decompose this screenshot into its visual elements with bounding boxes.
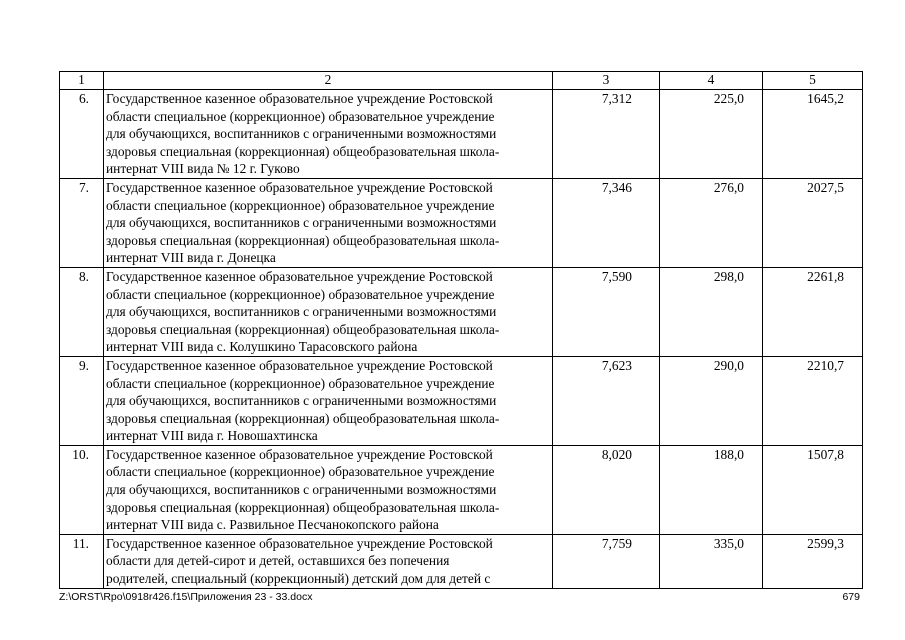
value-col3: 7,759 (553, 534, 660, 588)
institution-name: Государственное казенное образовательное учреждение Ростовской области специальное (коррекционное) образовательное учреждение для обучающихся, воспитанников с ограниченными возможностями здоровья специальная (коррекционная) общеобразовательная школа- интернат VIII вида г. Донецка (104, 178, 553, 267)
table-row (60, 356, 863, 445)
value-col4: 188,0 (660, 445, 763, 534)
table-row (60, 178, 863, 267)
row-number: 11. (60, 534, 104, 588)
row-number: 8. (60, 267, 104, 356)
institution-name: Государственное казенное образовательное учреждение Ростовской области специальное (коррекционное) образовательное учреждение для обучающихся, воспитанников с ограниченными возможностями здоровья специальная (коррекционная) общеобразовательная школа- интернат VIII вида г. Новошахтинска (104, 356, 553, 445)
footer-file-path: Z:\ORST\Rpo\0918r426.f15\Приложения 23 - 33.docx (59, 591, 313, 603)
row-number: 9. (60, 356, 104, 445)
value-col5: 2027,5 (763, 178, 863, 267)
value-col5: 2261,8 (763, 267, 863, 356)
value-col4: 298,0 (660, 267, 763, 356)
institution-name: Государственное казенное образовательное учреждение Ростовской области специальное (коррекционное) образовательное учреждение для обучающихся, воспитанников с ограниченными возможностями здоровья специальная (коррекционная) общеобразовательная школа- интернат VIII вида № 12 г. Гуково (104, 90, 553, 179)
institution-name: Государственное казенное образовательное учреждение Ростовской области для детей-сирот и детей, оставшихся без попечения родителей, специальный (коррекционный) детский дом для детей с (104, 534, 553, 588)
value-col5: 2210,7 (763, 356, 863, 445)
value-col4: 290,0 (660, 356, 763, 445)
header-cell-2: 2 (104, 72, 553, 90)
header-cell-1: 1 (60, 72, 104, 90)
value-col4: 225,0 (660, 90, 763, 179)
value-col5: 1507,8 (763, 445, 863, 534)
institution-name: Государственное казенное образовательное учреждение Ростовской области специальное (коррекционное) образовательное учреждение для обучающихся, воспитанников с ограниченными возможностями здоровья специальная (коррекционная) общеобразовательная школа- интернат VIII вида с. Колушкино Тарасовского района (104, 267, 553, 356)
value-col3: 7,346 (553, 178, 660, 267)
value-col5: 2599,3 (763, 534, 863, 588)
value-col3: 7,590 (553, 267, 660, 356)
table-row (60, 534, 863, 588)
value-col3: 7,312 (553, 90, 660, 179)
header-cell-5: 5 (763, 72, 863, 90)
row-number: 7. (60, 178, 104, 267)
table-row (60, 445, 863, 534)
row-number: 10. (60, 445, 104, 534)
table-row (60, 267, 863, 356)
value-col3: 7,623 (553, 356, 660, 445)
row-number: 6. (60, 90, 104, 179)
table-header-row (60, 72, 863, 90)
header-cell-3: 3 (553, 72, 660, 90)
value-col3: 8,020 (553, 445, 660, 534)
value-col4: 335,0 (660, 534, 763, 588)
value-col5: 1645,2 (763, 90, 863, 179)
value-col4: 276,0 (660, 178, 763, 267)
header-cell-4: 4 (660, 72, 763, 90)
institution-name: Государственное казенное образовательное учреждение Ростовской области специальное (коррекционное) образовательное учреждение для обучающихся, воспитанников с ограниченными возможностями здоровья специальная (коррекционная) общеобразовательная школа- интернат VIII вида с. Развильное Песчанокопского района (104, 445, 553, 534)
table-row (60, 90, 863, 179)
footer-page-number: 679 (842, 591, 860, 603)
document-table (59, 71, 863, 589)
